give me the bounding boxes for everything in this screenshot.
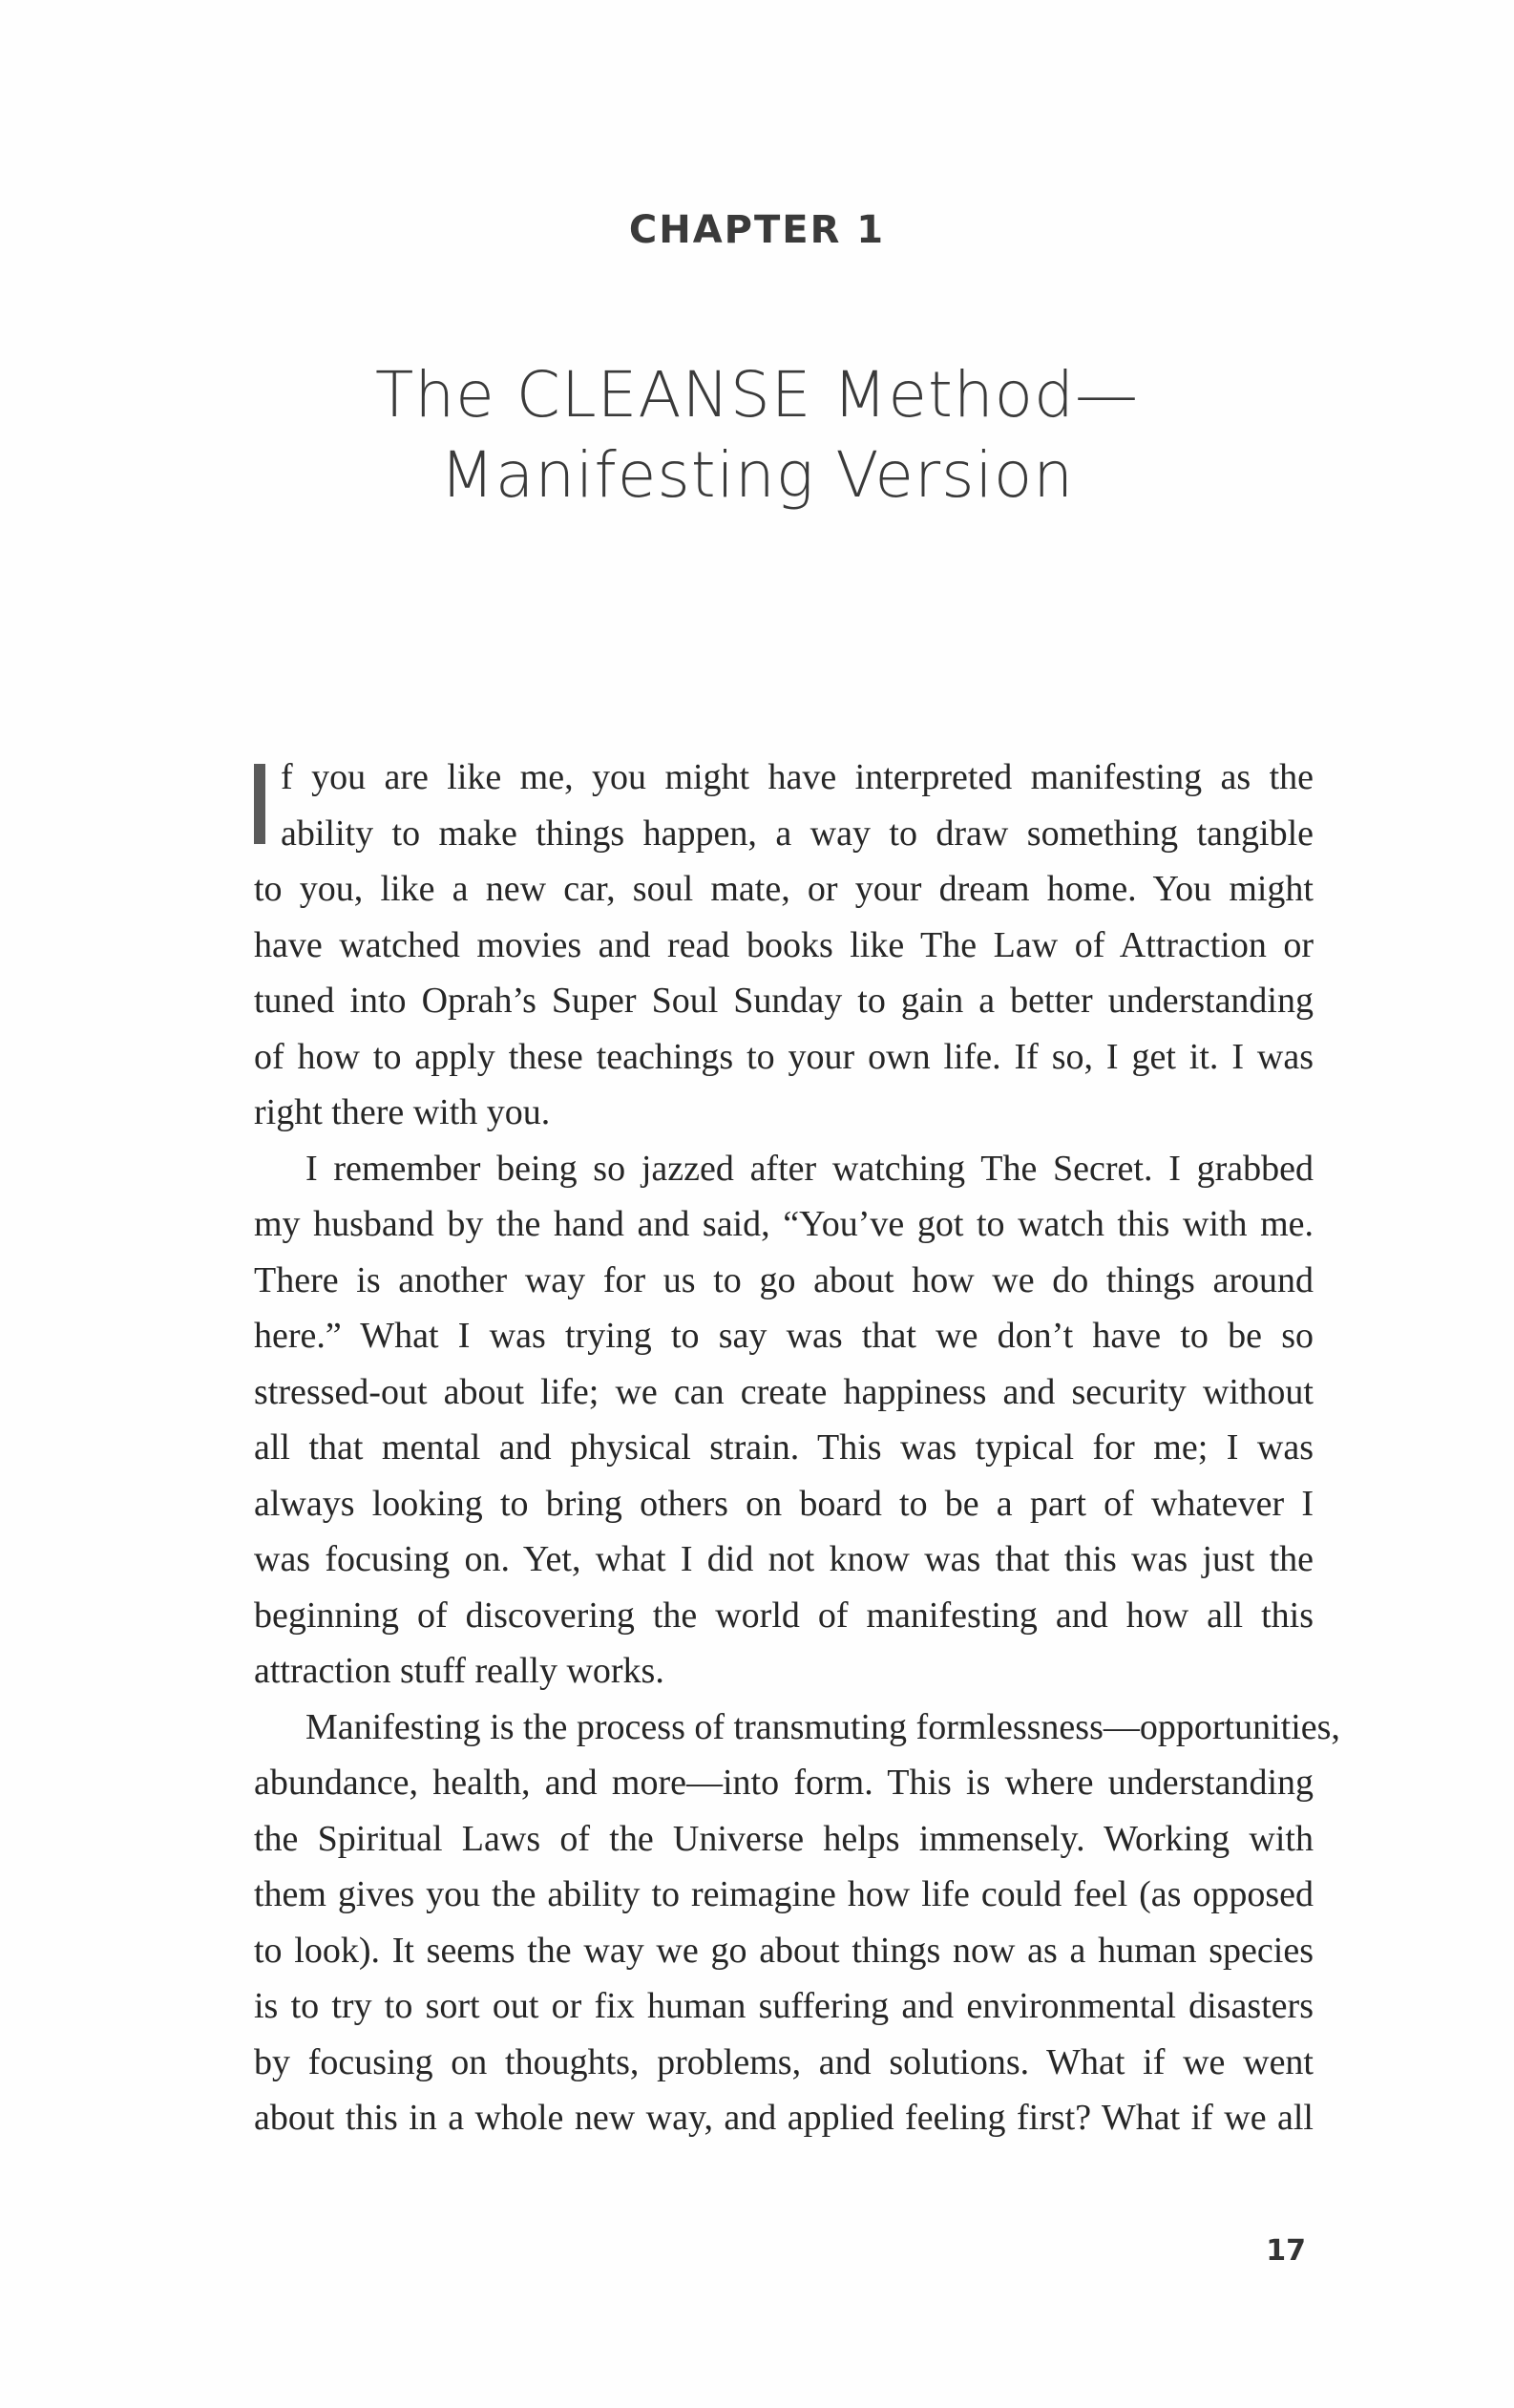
- chapter-title-line-2: Manifesting Version: [439, 438, 1075, 512]
- text-line: to you, like a new car, soul mate, or your dream home. You might: [254, 869, 1314, 909]
- text-line: my husband by the hand and said, “You’ve got to watch this with me.: [254, 1204, 1314, 1244]
- text-line: them gives you the ability to reimagine how life could feel (as opposed: [254, 1874, 1314, 1914]
- text-line: about this in a whole new way, and applied feeling first? What if we all: [254, 2098, 1314, 2138]
- chapter-title: [0, 355, 1514, 516]
- text-line: stressed-out about life; we can create happiness and security without: [254, 1371, 1314, 1412]
- text-line: right there with you.: [254, 1092, 551, 1132]
- body-text: [254, 750, 1340, 2146]
- text-line: f you are like me, you might have interpreted manifesting as the: [281, 757, 1314, 797]
- paragraph-2: [254, 1141, 1314, 1700]
- text-line: of how to apply these teachings to your own life. If so, I get it. I was: [254, 1036, 1314, 1077]
- text-line: I remember being so jazzed after watching The Secret. I grabbed: [305, 1148, 1314, 1189]
- text-line: by focusing on thoughts, problems, and solutions. What if we went: [254, 2041, 1314, 2082]
- text-line: attraction stuff really works.: [254, 1651, 664, 1691]
- text-line: Manifesting is the process of transmuting formlessness—opportunities,: [305, 1706, 1340, 1747]
- text-line: There is another way for us to go about how we do things around: [254, 1259, 1314, 1300]
- text-line: is to try to sort out or fix human suffering and environmental disasters: [254, 1986, 1314, 2026]
- text-line: abundance, health, and more—into form. This is where understanding: [254, 1763, 1314, 1803]
- chapter-title-line-1: The CLEANSE Method—: [375, 358, 1139, 432]
- page-number: 17: [1266, 2234, 1306, 2268]
- chapter-label: CHAPTER 1: [628, 208, 886, 252]
- text-line: was focusing on. Yet, what I did not know was that this was just the: [254, 1539, 1314, 1579]
- text-line: tuned into Oprah’s Super Soul Sunday to gain a better understanding: [254, 981, 1314, 1021]
- text-line: all that mental and physical strain. This was typical for me; I was: [254, 1427, 1314, 1468]
- paragraph-3: [254, 1700, 1340, 2146]
- text-line: ability to make things happen, a way to draw something tangible: [281, 813, 1314, 854]
- text-line: always looking to bring others on board to be a part of whatever I: [254, 1483, 1314, 1524]
- text-line: to look). It seems the way we go about things now as a human species: [254, 1930, 1314, 1971]
- text-line: have watched movies and read books like The Law of Attraction or: [254, 924, 1314, 965]
- text-line: here.” What I was trying to say was that we don’t have to be so: [254, 1316, 1314, 1356]
- text-line: the Spiritual Laws of the Universe helps immensely. Working with: [254, 1818, 1314, 1859]
- text-line: beginning of discovering the world of manifesting and how all this: [254, 1595, 1314, 1636]
- paragraph-1: [254, 750, 1314, 1141]
